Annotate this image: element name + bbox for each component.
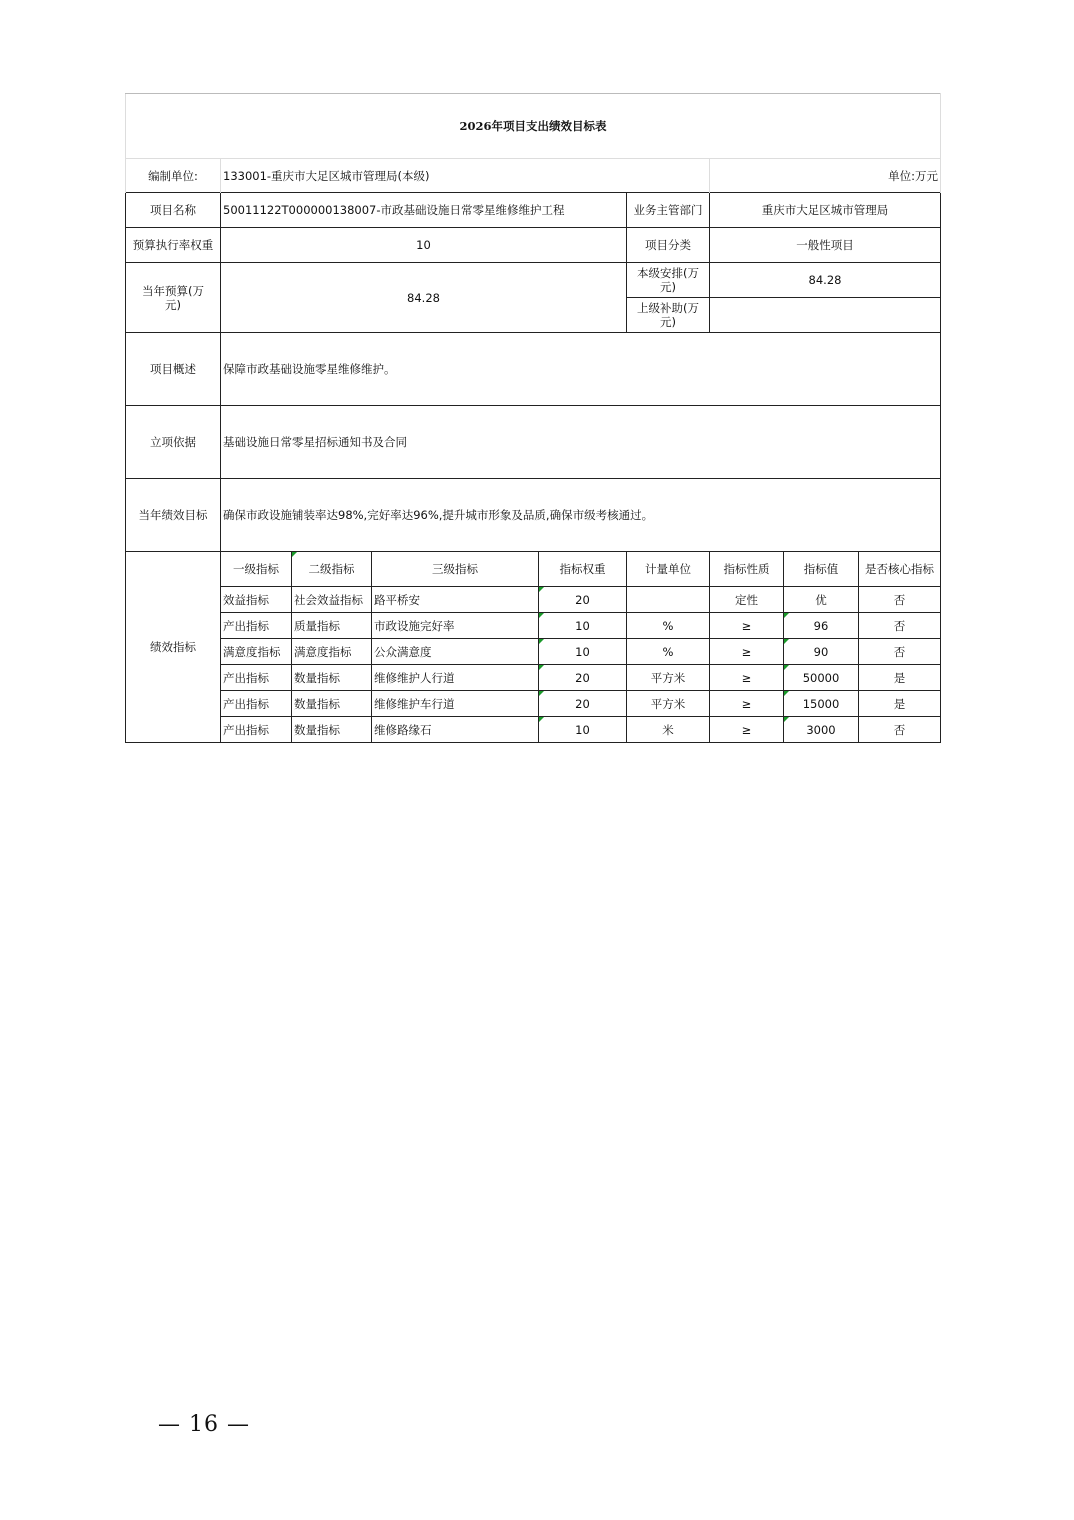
org-label: 编制单位: [126, 159, 221, 193]
indicator-weight: 10 [539, 717, 627, 743]
level1-indicator: 产出指标 [221, 665, 292, 691]
indicator-nature: ≥ [710, 691, 784, 717]
exec-weight-value: 10 [221, 228, 627, 263]
indicator-row [126, 587, 941, 613]
level3-indicator: 路平桥安 [372, 587, 539, 613]
indicators-section-label: 绩效指标 [126, 552, 221, 743]
upper-subsidy-label: 上级补助(万元) [627, 298, 710, 333]
indicator-nature: ≥ [710, 613, 784, 639]
level1-indicator: 效益指标 [221, 587, 292, 613]
table-title: 2026年项目支出绩效目标表 [126, 94, 941, 159]
indicator-header: 三级指标 [372, 552, 539, 587]
indicator-is-core: 否 [859, 613, 941, 639]
indicator-unit: % [627, 639, 710, 665]
project-name-label: 项目名称 [126, 193, 221, 228]
indicator-nature: ≥ [710, 717, 784, 743]
category-value: 一般性项目 [710, 228, 941, 263]
indicator-weight: 20 [539, 665, 627, 691]
indicator-is-core: 是 [859, 665, 941, 691]
indicator-nature: ≥ [710, 639, 784, 665]
indicator-unit [627, 587, 710, 613]
indicator-header: 指标值 [784, 552, 859, 587]
indicator-value: 90 [784, 639, 859, 665]
indicator-row [126, 613, 941, 639]
budget-label: 当年预算(万元) [126, 263, 221, 333]
category-label: 项目分类 [627, 228, 710, 263]
performance-target-sheet [125, 93, 940, 743]
exec-weight-label: 预算执行率权重 [126, 228, 221, 263]
indicator-unit: % [627, 613, 710, 639]
indicator-weight: 10 [539, 613, 627, 639]
overview-label: 项目概述 [126, 333, 221, 406]
indicator-unit: 平方米 [627, 691, 710, 717]
level3-indicator: 公众满意度 [372, 639, 539, 665]
indicator-nature: 定性 [710, 587, 784, 613]
indicator-weight: 20 [539, 587, 627, 613]
indicator-is-core: 否 [859, 717, 941, 743]
indicator-is-core: 否 [859, 639, 941, 665]
indicator-value: 96 [784, 613, 859, 639]
level2-indicator: 社会效益指标 [292, 587, 372, 613]
level1-indicator: 产出指标 [221, 691, 292, 717]
indicator-header: 一级指标 [221, 552, 292, 587]
indicator-is-core: 是 [859, 691, 941, 717]
dept-label: 业务主管部门 [627, 193, 710, 228]
indicator-is-core: 否 [859, 587, 941, 613]
goal-label: 当年绩效目标 [126, 479, 221, 552]
indicator-row [126, 639, 941, 665]
indicator-unit: 米 [627, 717, 710, 743]
indicator-row [126, 717, 941, 743]
level1-indicator: 产出指标 [221, 613, 292, 639]
basis-label: 立项依据 [126, 406, 221, 479]
unit-label: 单位:万元 [710, 159, 941, 193]
indicator-header: 二级指标 [292, 552, 372, 587]
goal-value: 确保市政设施铺装率达98%,完好率达96%,提升城市形象及品质,确保市级考核通过。 [221, 479, 941, 552]
level3-indicator: 维修路缘石 [372, 717, 539, 743]
local-allocation-label: 本级安排(万元) [627, 263, 710, 298]
dept-value: 重庆市大足区城市管理局 [710, 193, 941, 228]
indicator-header: 是否核心指标 [859, 552, 941, 587]
indicator-unit: 平方米 [627, 665, 710, 691]
indicator-weight: 20 [539, 691, 627, 717]
performance-target-table [125, 93, 941, 743]
level2-indicator: 质量指标 [292, 613, 372, 639]
level3-indicator: 维修维护车行道 [372, 691, 539, 717]
level2-indicator: 数量指标 [292, 717, 372, 743]
indicator-value: 优 [784, 587, 859, 613]
local-allocation-value: 84.28 [710, 263, 941, 298]
basis-value: 基础设施日常零星招标通知书及合同 [221, 406, 941, 479]
level1-indicator: 产出指标 [221, 717, 292, 743]
project-name-value: 50011122T000000138007-市政基础设施日常零星维修维护工程 [221, 193, 627, 228]
page-number: — 16 — [158, 1412, 250, 1437]
overview-value: 保障市政基础设施零星维修维护。 [221, 333, 941, 406]
indicator-header: 指标权重 [539, 552, 627, 587]
org-value: 133001-重庆市大足区城市管理局(本级) [221, 159, 710, 193]
indicator-row [126, 691, 941, 717]
indicator-header: 计量单位 [627, 552, 710, 587]
indicator-row [126, 665, 941, 691]
level3-indicator: 维修维护人行道 [372, 665, 539, 691]
level2-indicator: 数量指标 [292, 691, 372, 717]
indicator-weight: 10 [539, 639, 627, 665]
budget-value: 84.28 [221, 263, 627, 333]
indicator-header: 指标性质 [710, 552, 784, 587]
indicator-nature: ≥ [710, 665, 784, 691]
level2-indicator: 满意度指标 [292, 639, 372, 665]
level1-indicator: 满意度指标 [221, 639, 292, 665]
level2-indicator: 数量指标 [292, 665, 372, 691]
indicator-value: 50000 [784, 665, 859, 691]
indicator-value: 3000 [784, 717, 859, 743]
upper-subsidy-value [710, 298, 941, 333]
indicator-value: 15000 [784, 691, 859, 717]
level3-indicator: 市政设施完好率 [372, 613, 539, 639]
